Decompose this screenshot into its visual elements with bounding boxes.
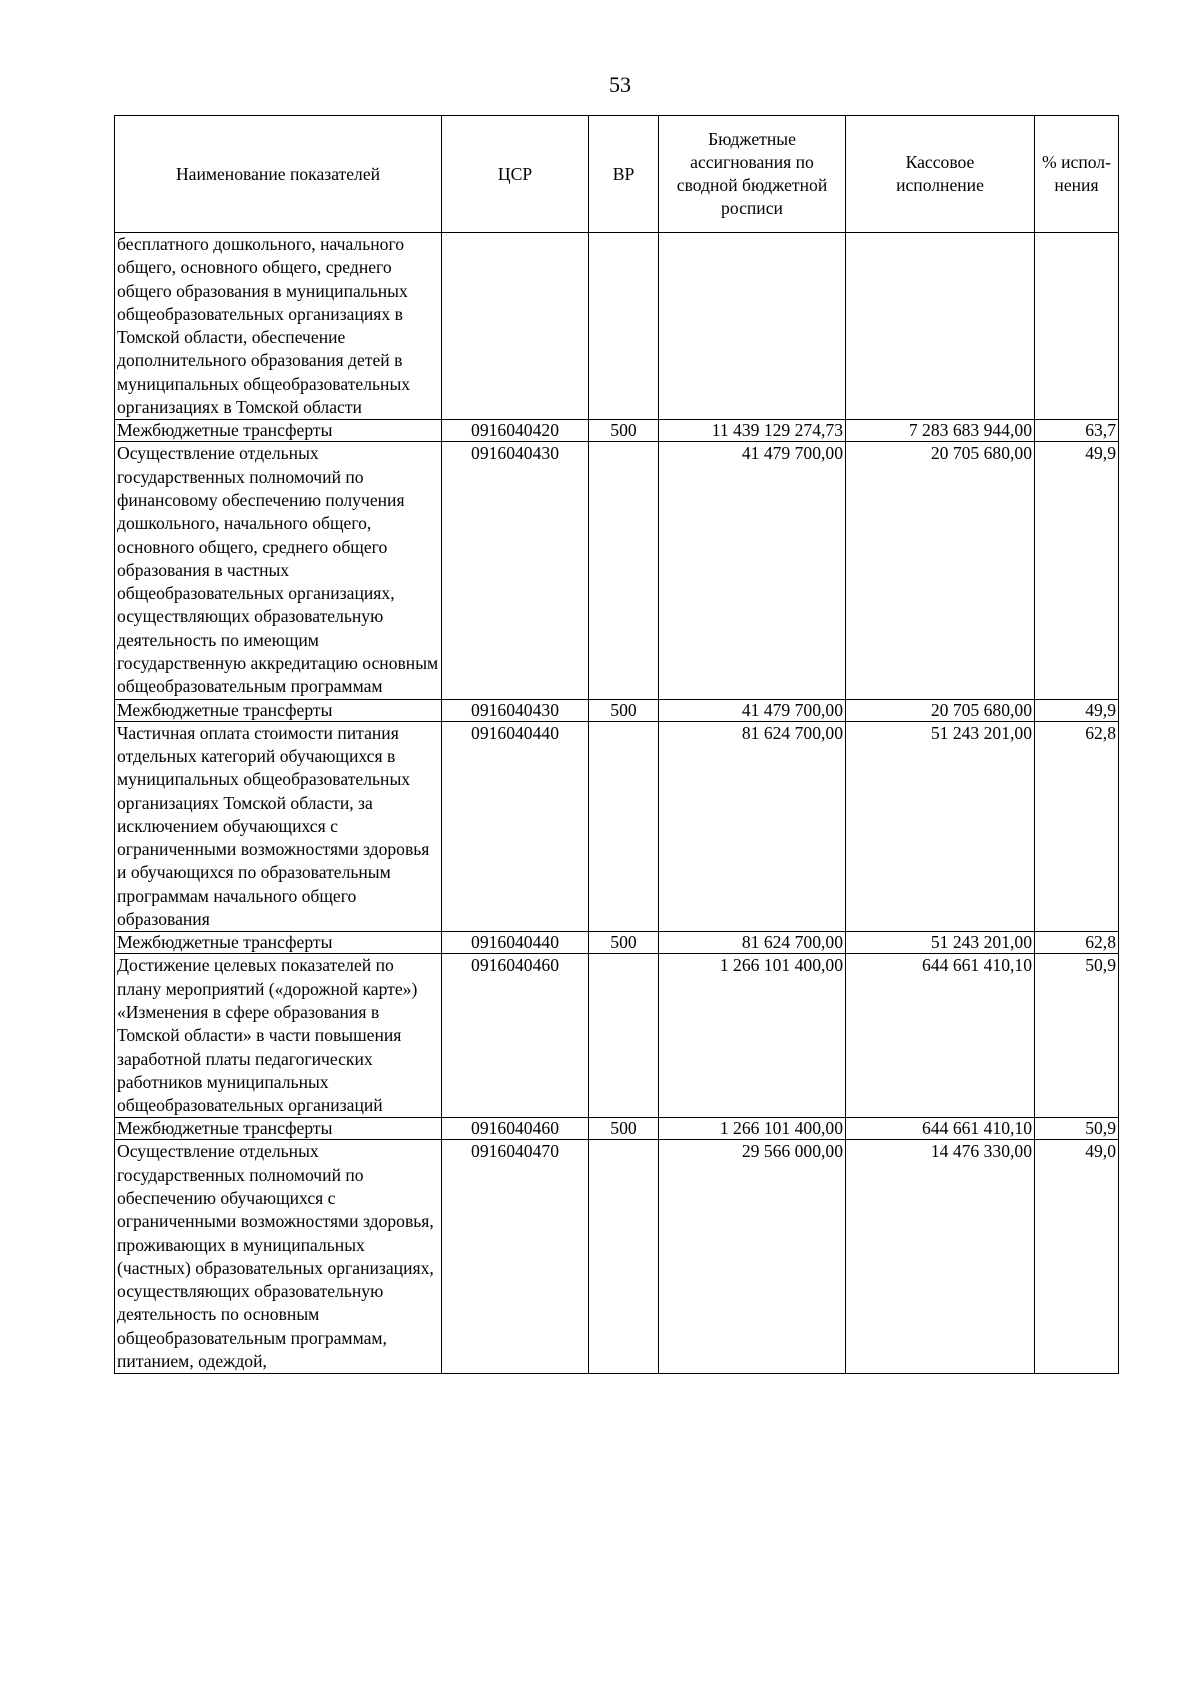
- row-csr: 0916040440: [442, 932, 589, 954]
- row-cash: 644 661 410,10: [846, 1118, 1035, 1140]
- table-row: [115, 699, 1119, 721]
- header-vr: ВР: [589, 116, 659, 233]
- budget-execution-table: [114, 115, 1119, 1374]
- row-percent: 62,8: [1035, 721, 1119, 932]
- table-row: [115, 233, 1119, 420]
- row-vr: [589, 442, 659, 699]
- row-budget: 1 266 101 400,00: [659, 1118, 846, 1140]
- header-csr: ЦСР: [442, 116, 589, 233]
- table-row: [115, 954, 1119, 1118]
- table-row: [115, 420, 1119, 442]
- row-name: Осуществление отдельных государственных полномочий по обеспечению обучающихся с ограниченными возможностями здоровья, проживающих в муниципальных (частных) образовательных организациях, осуществляющих образовательную деятельность по основным общеобразовательным программам, питанием, одеждой,: [115, 1140, 442, 1374]
- row-percent: 63,7: [1035, 420, 1119, 442]
- row-csr: [442, 233, 589, 420]
- row-percent: 62,8: [1035, 932, 1119, 954]
- row-csr: 0916040470: [442, 1140, 589, 1374]
- table-row: [115, 1118, 1119, 1140]
- row-vr: 500: [589, 420, 659, 442]
- row-percent: 50,9: [1035, 954, 1119, 1118]
- row-name: Межбюджетные трансферты: [115, 420, 442, 442]
- row-budget: 11 439 129 274,73: [659, 420, 846, 442]
- table-row: [115, 932, 1119, 954]
- row-name: Частичная оплата стоимости питания отдельных категорий обучающихся в муниципальных общеобразовательных организациях Томской области, за исключением обучающихся с ограниченными возможностями здоровья и обучающихся по образовательным программам начального общего образования: [115, 721, 442, 932]
- row-budget: [659, 233, 846, 420]
- row-vr: 500: [589, 932, 659, 954]
- row-vr: 500: [589, 1118, 659, 1140]
- row-budget: 81 624 700,00: [659, 932, 846, 954]
- row-vr: 500: [589, 699, 659, 721]
- header-execution-percent: % испол-нения: [1035, 116, 1119, 233]
- row-budget: 29 566 000,00: [659, 1140, 846, 1374]
- row-csr: 0916040430: [442, 442, 589, 699]
- row-name: Достижение целевых показателей по плану мероприятий («дорожной карте») «Изменения в сфере образования в Томской области» в части повышения заработной платы педагогических работников муниципальных общеобразовательных организаций: [115, 954, 442, 1118]
- row-cash: 51 243 201,00: [846, 721, 1035, 932]
- row-cash: [846, 233, 1035, 420]
- row-budget: 41 479 700,00: [659, 442, 846, 699]
- row-name: Межбюджетные трансферты: [115, 1118, 442, 1140]
- row-percent: 49,9: [1035, 699, 1119, 721]
- table-row: [115, 1140, 1119, 1374]
- row-cash: 20 705 680,00: [846, 442, 1035, 699]
- row-percent: 49,9: [1035, 442, 1119, 699]
- row-percent: [1035, 233, 1119, 420]
- header-cash-execution: Кассовое исполнение: [846, 116, 1035, 233]
- row-vr: [589, 721, 659, 932]
- row-percent: 50,9: [1035, 1118, 1119, 1140]
- page-number: 53: [609, 72, 631, 97]
- row-budget: 81 624 700,00: [659, 721, 846, 932]
- row-name: бесплатного дошкольного, начального общего, основного общего, среднего общего образования в муниципальных общеобразовательных организациях в Томской области, обеспечение дополнительного образования детей в муниципальных общеобразовательных организациях в Томской области: [115, 233, 442, 420]
- row-name: Осуществление отдельных государственных полномочий по финансовому обеспечению получения дошкольного, начального общего, основного общего, среднего общего образования в частных общеобразовательных организациях, осуществляющих образовательную деятельность по имеющим государственную аккредитацию основным общеобразовательным программам: [115, 442, 442, 699]
- row-name: Межбюджетные трансферты: [115, 699, 442, 721]
- row-vr: [589, 1140, 659, 1374]
- row-csr: 0916040430: [442, 699, 589, 721]
- row-vr: [589, 954, 659, 1118]
- row-csr: 0916040420: [442, 420, 589, 442]
- row-name: Межбюджетные трансферты: [115, 932, 442, 954]
- row-cash: 20 705 680,00: [846, 699, 1035, 721]
- row-budget: 41 479 700,00: [659, 699, 846, 721]
- row-csr: 0916040460: [442, 954, 589, 1118]
- row-budget: 1 266 101 400,00: [659, 954, 846, 1118]
- header-indicator-name: Наименование показателей: [115, 116, 442, 233]
- row-cash: 7 283 683 944,00: [846, 420, 1035, 442]
- table-header-row: [115, 116, 1119, 233]
- row-cash: 14 476 330,00: [846, 1140, 1035, 1374]
- row-csr: 0916040440: [442, 721, 589, 932]
- table-row: [115, 442, 1119, 699]
- header-budget-allocations: Бюджетные ассигнования по сводной бюджетной росписи: [659, 116, 846, 233]
- row-csr: 0916040460: [442, 1118, 589, 1140]
- table-row: [115, 721, 1119, 932]
- row-cash: 644 661 410,10: [846, 954, 1035, 1118]
- row-vr: [589, 233, 659, 420]
- row-percent: 49,0: [1035, 1140, 1119, 1374]
- row-cash: 51 243 201,00: [846, 932, 1035, 954]
